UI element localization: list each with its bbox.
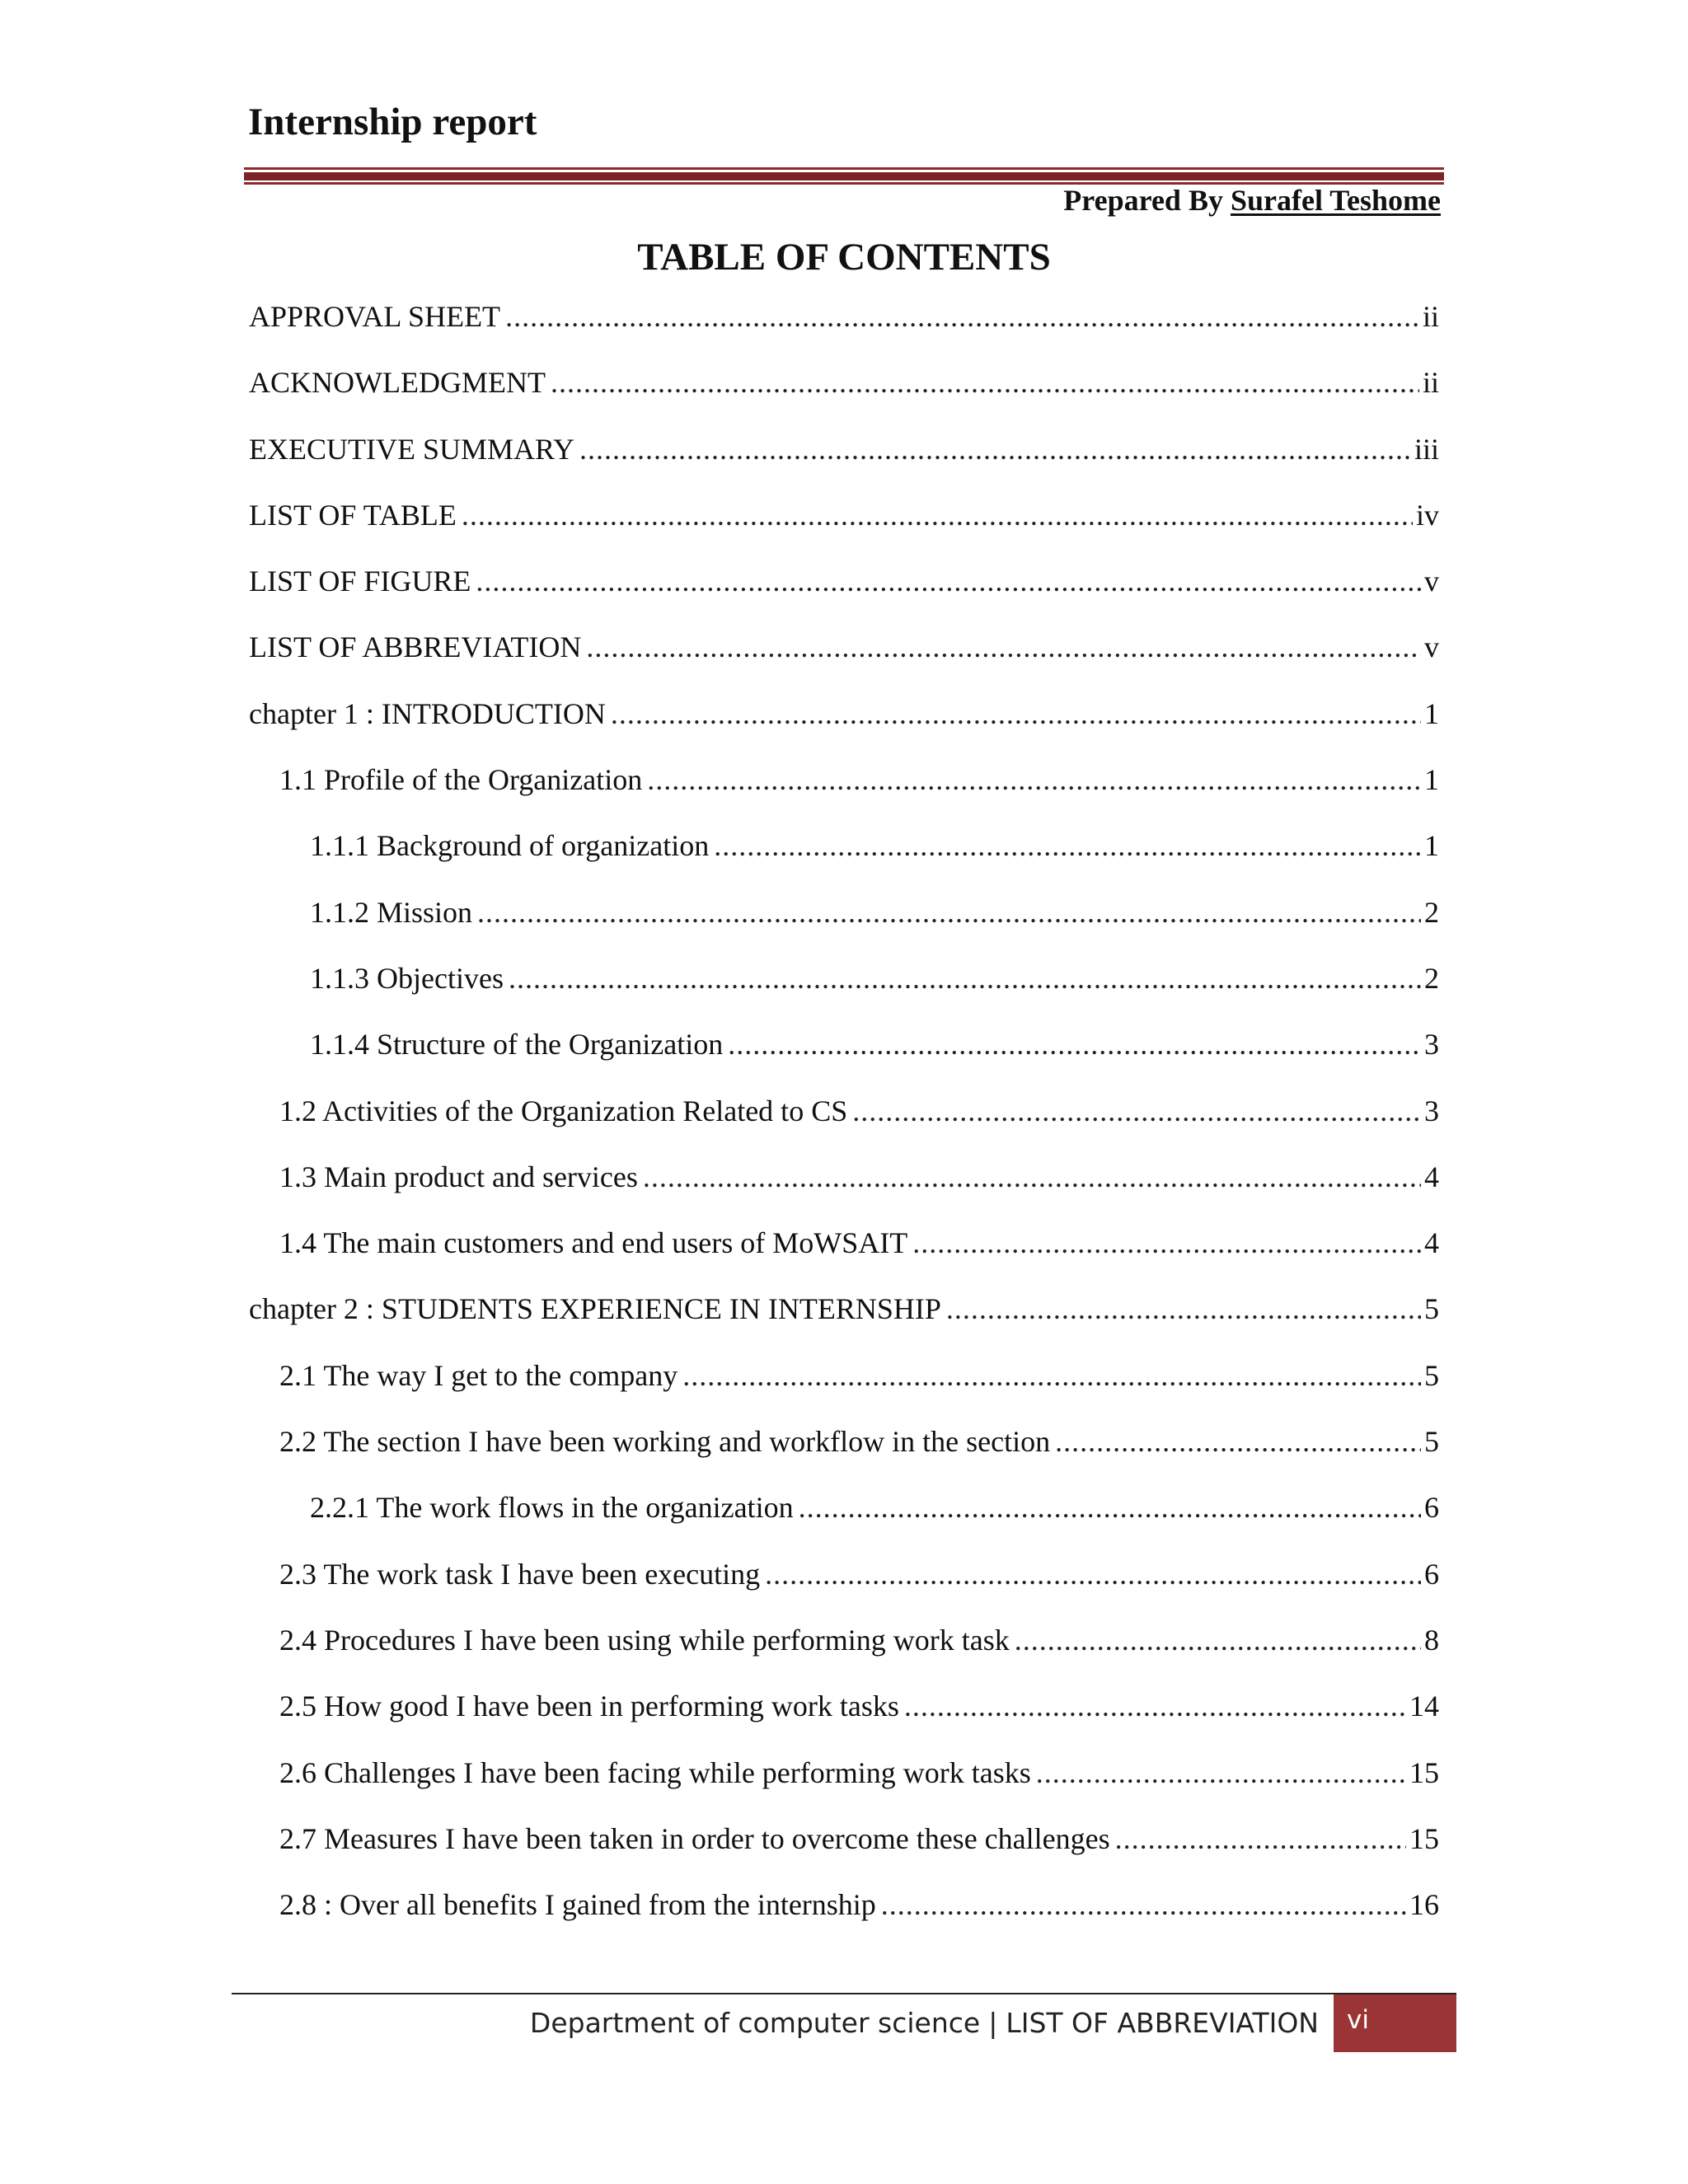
toc-entry-label: 2.3 The work task I have been executing bbox=[279, 1557, 761, 1591]
toc-dot-leader bbox=[476, 558, 1421, 604]
toc-entry-label: EXECUTIVE SUMMARY bbox=[249, 432, 575, 466]
toc-entry-page: v bbox=[1424, 565, 1439, 598]
toc-entry[interactable] bbox=[249, 1750, 1439, 1816]
footer-rule bbox=[232, 1993, 1456, 1994]
toc-entry-label: 1.1.1 Background of organization bbox=[310, 829, 710, 863]
toc-entry[interactable] bbox=[249, 1286, 1439, 1352]
toc-list bbox=[249, 293, 1439, 1947]
footer-section: LIST OF ABBREVIATION bbox=[1006, 2007, 1319, 2039]
toc-heading: TABLE OF CONTENTS bbox=[637, 236, 1051, 279]
toc-dot-leader bbox=[509, 955, 1421, 1001]
author-name: Surafel Teshome bbox=[1230, 184, 1441, 217]
document-title: Internship report bbox=[248, 101, 537, 143]
toc-entry-label: 1.2 Activities of the Organization Related to CS bbox=[279, 1094, 848, 1127]
footer-page-number: vi bbox=[1334, 1994, 1456, 2052]
toc-dot-leader bbox=[551, 359, 1419, 405]
toc-entry[interactable] bbox=[249, 426, 1439, 492]
toc-dot-leader bbox=[643, 1154, 1421, 1200]
toc-entry[interactable] bbox=[249, 1816, 1439, 1882]
toc-entry-label: 1.4 The main customers and end users of MoWSAIT bbox=[279, 1226, 908, 1260]
toc-entry[interactable] bbox=[249, 1021, 1439, 1087]
toc-entry[interactable] bbox=[249, 624, 1439, 690]
toc-entry[interactable] bbox=[249, 823, 1439, 888]
toc-entry[interactable] bbox=[249, 492, 1439, 558]
toc-entry-label: 2.2 The section I have been working and workflow in the section bbox=[279, 1425, 1051, 1459]
toc-entry[interactable] bbox=[249, 757, 1439, 823]
toc-entry-label: APPROVAL SHEET bbox=[249, 300, 501, 333]
toc-entry-page: iv bbox=[1415, 498, 1439, 532]
toc-entry-label: 1.1 Profile of the Organization bbox=[279, 763, 643, 797]
toc-entry-label: ACKNOWLEDGMENT bbox=[249, 366, 546, 400]
toc-dot-leader bbox=[904, 1683, 1406, 1729]
toc-dot-leader bbox=[912, 1220, 1421, 1266]
toc-dot-leader bbox=[1115, 1816, 1406, 1862]
toc-dot-leader bbox=[1036, 1750, 1406, 1796]
toc-entry-label: 1.1.4 Structure of the Organization bbox=[310, 1028, 724, 1062]
toc-entry-page: 1 bbox=[1424, 696, 1439, 730]
toc-entry[interactable] bbox=[249, 1154, 1439, 1220]
toc-entry-label: 1.3 Main product and services bbox=[279, 1160, 638, 1193]
toc-entry-page: 14 bbox=[1409, 1690, 1439, 1723]
toc-entry[interactable] bbox=[249, 955, 1439, 1021]
toc-entry[interactable] bbox=[249, 1220, 1439, 1286]
toc-entry-page: 3 bbox=[1424, 1028, 1439, 1062]
toc-entry-page: 15 bbox=[1409, 1755, 1439, 1789]
toc-dot-leader bbox=[1055, 1418, 1421, 1465]
footer-separator: | bbox=[988, 2007, 998, 2039]
toc-entry[interactable] bbox=[249, 1683, 1439, 1749]
toc-entry-page: 16 bbox=[1409, 1888, 1439, 1922]
toc-dot-leader bbox=[799, 1484, 1421, 1530]
toc-entry[interactable] bbox=[249, 1551, 1439, 1617]
toc-dot-leader bbox=[765, 1551, 1421, 1597]
toc-entry-page: 2 bbox=[1424, 895, 1439, 929]
toc-entry-label: LIST OF TABLE bbox=[249, 498, 457, 532]
header-rule-top bbox=[244, 167, 1444, 170]
toc-entry-label: LIST OF ABBREVIATION bbox=[249, 630, 582, 664]
toc-entry-page: 5 bbox=[1424, 1358, 1439, 1392]
toc-entry-page: 4 bbox=[1424, 1160, 1439, 1193]
toc-entry-label: 2.2.1 The work flows in the organization bbox=[310, 1491, 794, 1525]
toc-dot-leader bbox=[477, 889, 1421, 935]
toc-dot-leader bbox=[1015, 1617, 1421, 1663]
toc-entry-label: 2.8 : Over all benefits I gained from the internship bbox=[279, 1888, 876, 1922]
toc-entry-page: 1 bbox=[1424, 763, 1439, 797]
toc-dot-leader bbox=[714, 823, 1421, 869]
toc-dot-leader bbox=[728, 1021, 1421, 1067]
toc-entry-page: 8 bbox=[1424, 1623, 1439, 1657]
toc-entry-label: 2.5 How good I have been in performing work tasks bbox=[279, 1690, 899, 1723]
prepared-by bbox=[1063, 180, 1441, 221]
toc-entry-page: 2 bbox=[1424, 961, 1439, 995]
toc-entry-label: 2.6 Challenges I have been facing while performing work tasks bbox=[279, 1755, 1031, 1789]
toc-dot-leader bbox=[682, 1352, 1421, 1399]
toc-entry-page: iii bbox=[1414, 432, 1439, 466]
toc-entry-label: LIST OF FIGURE bbox=[249, 565, 471, 598]
toc-entry-page: 1 bbox=[1424, 829, 1439, 863]
toc-dot-leader bbox=[881, 1882, 1406, 1928]
toc-dot-leader bbox=[505, 293, 1419, 340]
toc-entry-label: 2.4 Procedures I have been using while performing work task bbox=[279, 1623, 1010, 1657]
toc-entry-page: 5 bbox=[1424, 1425, 1439, 1459]
toc-entry-page: 3 bbox=[1424, 1094, 1439, 1127]
toc-entry-page: 6 bbox=[1424, 1557, 1439, 1591]
toc-entry[interactable] bbox=[249, 1617, 1439, 1683]
toc-entry-label: 2.1 The way I get to the company bbox=[279, 1358, 678, 1392]
toc-entry-page: 15 bbox=[1409, 1821, 1439, 1855]
toc-entry[interactable] bbox=[249, 293, 1439, 359]
toc-dot-leader bbox=[852, 1088, 1421, 1134]
toc-entry[interactable] bbox=[249, 691, 1439, 757]
toc-entry[interactable] bbox=[249, 1418, 1439, 1484]
toc-dot-leader bbox=[611, 691, 1421, 737]
toc-entry[interactable] bbox=[249, 359, 1439, 425]
toc-dot-leader bbox=[579, 426, 1411, 472]
toc-entry-label: 1.1.3 Objectives bbox=[310, 961, 504, 995]
toc-entry-label: chapter 2 : STUDENTS EXPERIENCE IN INTERNSHIP bbox=[249, 1292, 941, 1326]
toc-dot-leader bbox=[647, 757, 1421, 803]
prepared-by-label: Prepared By bbox=[1063, 184, 1223, 217]
toc-entry[interactable] bbox=[249, 889, 1439, 955]
toc-entry-page: 4 bbox=[1424, 1226, 1439, 1260]
toc-dot-leader bbox=[586, 624, 1421, 670]
toc-entry[interactable] bbox=[249, 558, 1439, 624]
toc-entry-label: chapter 1 : INTRODUCTION bbox=[249, 696, 606, 730]
toc-dot-leader bbox=[946, 1286, 1421, 1332]
toc-entry-label: 1.1.2 Mission bbox=[310, 895, 473, 929]
toc-entry-page: ii bbox=[1422, 300, 1439, 333]
toc-entry-label: 2.7 Measures I have been taken in order to overcome these challenges bbox=[279, 1821, 1110, 1855]
toc-entry[interactable] bbox=[249, 1352, 1439, 1418]
toc-entry-page: 6 bbox=[1424, 1491, 1439, 1525]
toc-entry[interactable] bbox=[249, 1484, 1439, 1550]
toc-entry[interactable] bbox=[249, 1882, 1439, 1947]
footer-department: Department of computer science bbox=[529, 2007, 981, 2039]
toc-dot-leader bbox=[462, 492, 1413, 538]
toc-entry[interactable] bbox=[249, 1088, 1439, 1154]
toc-entry-page: v bbox=[1424, 630, 1439, 664]
toc-entry-page: ii bbox=[1422, 366, 1439, 400]
toc-entry-page: 5 bbox=[1424, 1292, 1439, 1326]
footer-text bbox=[530, 2001, 1319, 2046]
